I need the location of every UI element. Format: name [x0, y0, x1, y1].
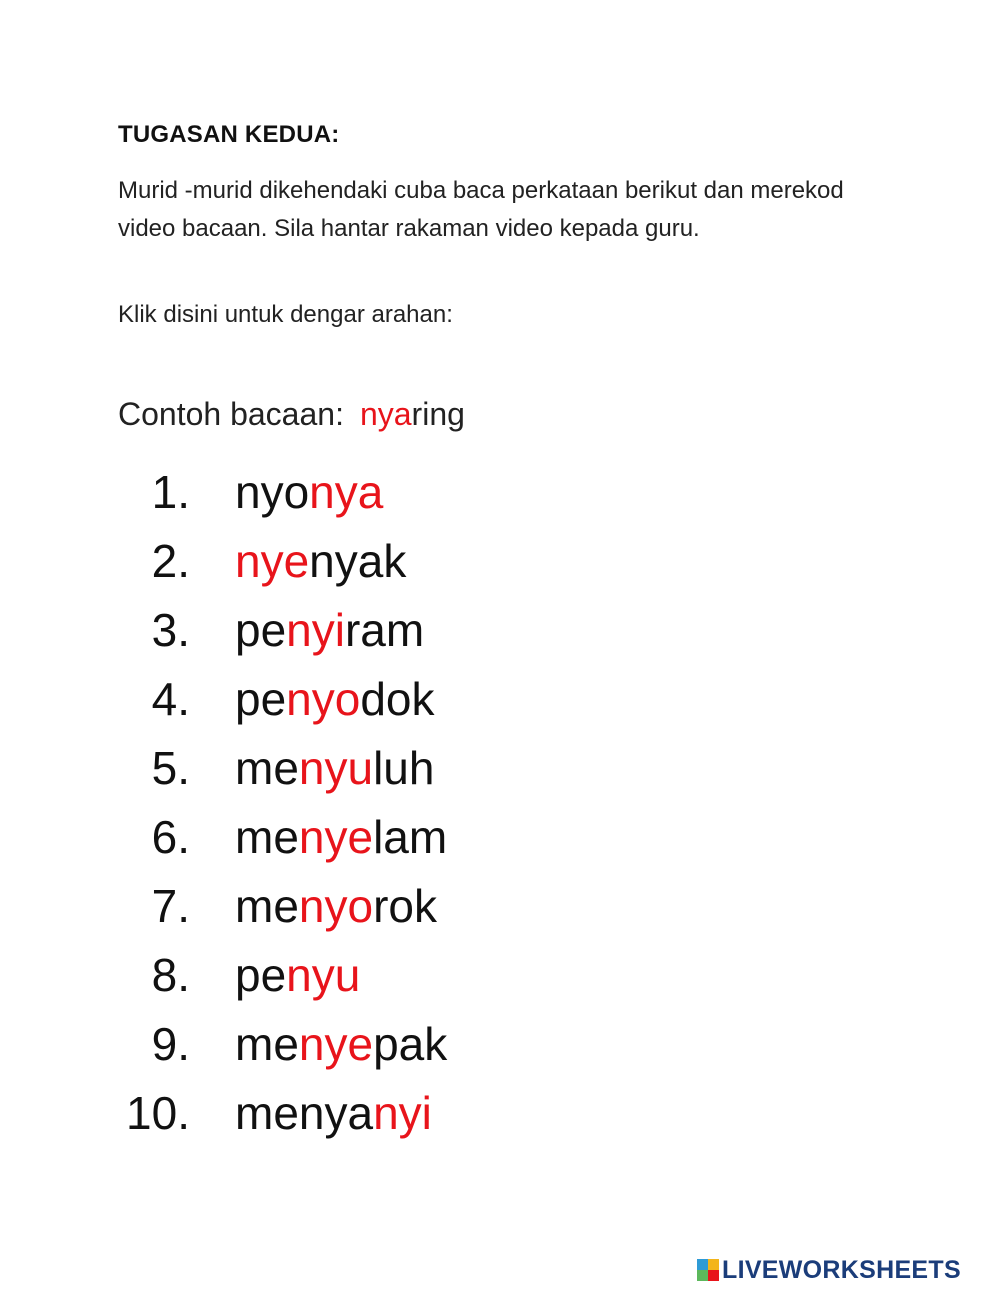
- word-text: [235, 872, 437, 941]
- word-text: [235, 596, 424, 665]
- syllable-highlight: nye: [298, 1018, 374, 1070]
- syllable-highlight: nyu: [286, 949, 361, 1001]
- word-item: [0, 1010, 700, 1079]
- syllable-highlight: nya: [309, 466, 384, 518]
- word-text: [235, 527, 406, 596]
- syllable: ram: [344, 604, 425, 656]
- word-number: 6.: [151, 811, 190, 863]
- syllable: me: [235, 742, 299, 794]
- word-number: 9.: [151, 1018, 190, 1070]
- syllable-highlight: nye: [235, 535, 310, 587]
- word-text: [235, 941, 360, 1010]
- example-word-red: nya: [359, 396, 412, 432]
- word-item: [0, 596, 700, 665]
- example-label: Contoh bacaan:: [118, 396, 344, 432]
- syllable: me: [235, 880, 299, 932]
- syllable-highlight: nyo: [286, 673, 361, 725]
- word-text: [235, 734, 434, 803]
- word-text: [235, 1079, 432, 1148]
- word-text: [235, 803, 447, 872]
- syllable: pe: [235, 604, 287, 656]
- word-number: 5.: [151, 742, 190, 794]
- word-number: 7.: [151, 880, 190, 932]
- syllable-highlight: nyi: [373, 1087, 432, 1139]
- word-item: [0, 665, 700, 734]
- syllable: me: [235, 1018, 299, 1070]
- word-number: 4.: [151, 673, 190, 725]
- audio-instruction-link[interactable]: Klik disini untuk dengar arahan:: [118, 301, 453, 328]
- word-number: 1.: [151, 466, 190, 518]
- syllable: pe: [235, 673, 287, 725]
- syllable: pak: [373, 1018, 448, 1070]
- syllable: lam: [373, 811, 448, 863]
- word-item: [0, 734, 700, 803]
- instructions-text: Murid -murid dikehendaki cuba baca perkataan berikut dan merekod video bacaan. Sila hantar rakaman video kepada guru.: [118, 177, 844, 242]
- brand-text: LIVEWORKSHEETS: [722, 1255, 961, 1284]
- syllable: nyo: [235, 466, 310, 518]
- syllable-highlight: nyu: [298, 742, 374, 794]
- word-number: 10.: [126, 1087, 190, 1139]
- word-text: [235, 458, 383, 527]
- word-text: [235, 665, 435, 734]
- word-item: [0, 1079, 700, 1148]
- word-item: [0, 872, 700, 941]
- syllable: luh: [373, 742, 435, 794]
- syllable: nyak: [309, 535, 407, 587]
- word-item: [0, 941, 700, 1010]
- word-number: 3.: [151, 604, 190, 656]
- syllable: pe: [235, 949, 287, 1001]
- syllable-highlight: nyi: [286, 604, 345, 656]
- word-text: [235, 1010, 447, 1079]
- word-item: [0, 803, 700, 872]
- liveworksheets-brand: [697, 1256, 961, 1284]
- example-reading: [118, 396, 465, 433]
- word-item: [0, 527, 700, 596]
- word-number: 8.: [151, 949, 190, 1001]
- example-word-rest: ring: [411, 396, 465, 432]
- word-item: [0, 458, 700, 527]
- syllable-highlight: nyo: [298, 880, 374, 932]
- liveworksheets-logo-icon: [697, 1259, 719, 1281]
- syllable-highlight: nye: [298, 811, 374, 863]
- syllable: rok: [373, 880, 437, 932]
- task-heading: TUGASAN KEDUA:: [118, 121, 340, 148]
- word-number: 2.: [151, 535, 190, 587]
- syllable: me: [235, 811, 299, 863]
- syllable: dok: [360, 673, 435, 725]
- syllable: menya: [235, 1087, 374, 1139]
